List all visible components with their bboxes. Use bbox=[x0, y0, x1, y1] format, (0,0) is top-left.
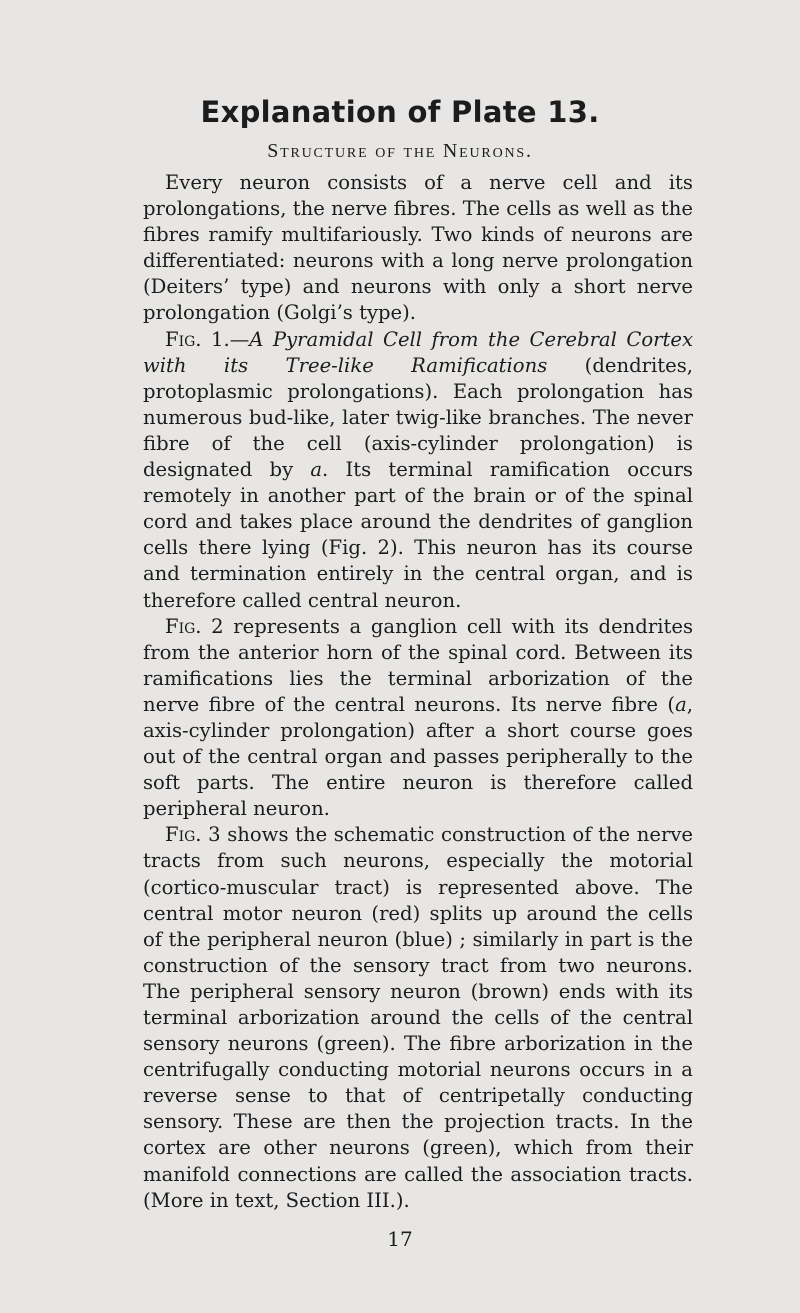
paragraph-fig-1 bbox=[143, 327, 693, 614]
fig-2-label: Fig. bbox=[165, 614, 202, 638]
paragraph-intro: Every neuron consists of a nerve cell and its prolongations, the nerve fibres. The cells as well as the fibres ramify multifariously. Two kinds of neurons are differentiated: neurons with a long nerve prolongation (Deiters’ type) and neurons with only a short nerve prolongation (Golgi’s type). bbox=[143, 171, 693, 325]
fig-1-text-a: (dendrites, protoplasmic prolongations). Each prolongation has numerous bud-like, later twig-like branches. The never fibre of the cell (axis-cylinder prolongation) is designated by bbox=[143, 353, 693, 482]
body-text bbox=[143, 170, 693, 1214]
fig-1-dash: — bbox=[229, 327, 250, 351]
fig-3-label: Fig. bbox=[165, 823, 202, 847]
fig-2-axis-letter: a bbox=[675, 692, 687, 716]
paragraph-fig-2 bbox=[143, 614, 693, 823]
fig-1-caption: A Pyramidal Cell from the Cerebral Cortex with its Tree-like Ramifications bbox=[143, 327, 693, 377]
fig-2-text-a: 2 represents a ganglion cell with its dendrites from the anterior horn of the spinal cord. Between its ramifications lies the terminal arborization of the nerve fibre of the central neurons. Its nerve fibre ( bbox=[143, 614, 693, 716]
section-subtitle: Structure of the Neurons. bbox=[267, 140, 533, 162]
paragraph-fig-3 bbox=[143, 822, 693, 1213]
plate-title: Explanation of Plate 13. bbox=[200, 95, 600, 129]
fig-1-axis-letter: a bbox=[310, 458, 323, 482]
fig-1-text-b: . Its terminal ramification occurs remotely in another part of the brain or of the spinal cord and takes place around the dendrites of ganglion cells there lying (Fig. 2). This neuron has its course and termination entirely in the central organ, and is therefore called central neuron. bbox=[143, 458, 693, 612]
fig-3-text: 3 shows the schematic construction of the nerve tracts from such neurons, especially the motorial (cortico-muscular tract) is represented above. The central motor neuron (red) splits up around the cells of the peripheral neuron (blue) ; similarly in part is the construction of the sensory tract from two neurons. The peripheral sensory neuron (brown) ends with its terminal arborization around the cells of the central sensory neurons (green). The fibre arborization in the centrifugally conducting motorial neurons occurs in a reverse sense to that of centripetally conducting sensory. These are then the projection tracts. In the cortex are other neurons (green), which from their manifold connections are called the association tracts. (More in text, Section III.). bbox=[143, 823, 693, 1212]
page-number: 17 bbox=[387, 1227, 413, 1251]
fig-2-text-b: , axis-cylinder prolongation) after a short course goes out of the central organ and passes peripherally to the soft parts. The entire neuron is therefore called peripheral neuron. bbox=[143, 692, 693, 821]
fig-1-label: Fig. 1. bbox=[165, 327, 230, 351]
